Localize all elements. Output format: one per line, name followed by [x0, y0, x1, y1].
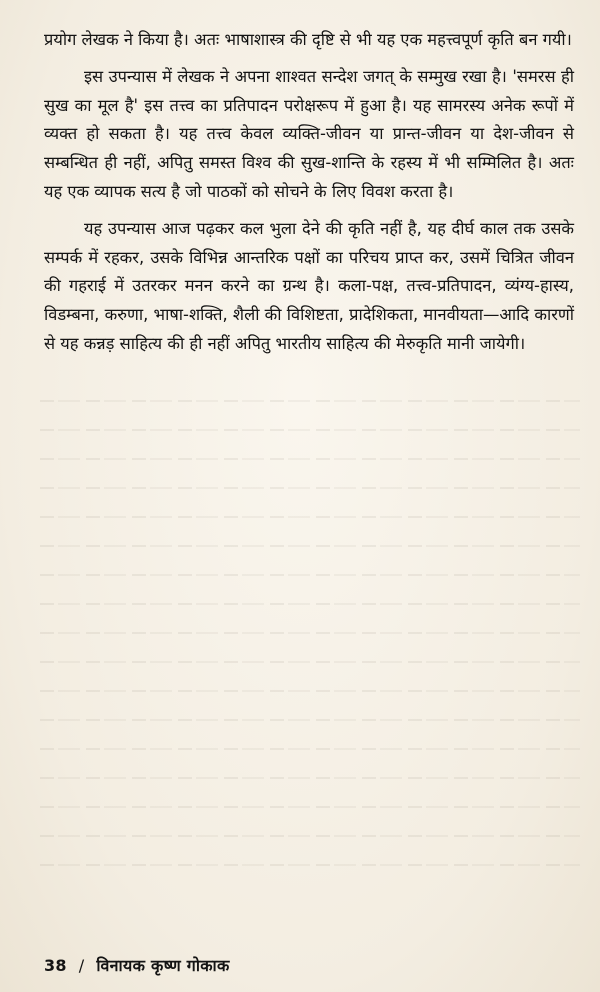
page-number: 38: [44, 956, 67, 975]
body-text: [44, 26, 574, 359]
reverse-side-bleed-through: [40, 400, 580, 920]
footer-separator: /: [78, 956, 85, 975]
paragraph-assessment: यह उपन्यास आज पढ़कर कल भुला देने की कृति नहीं है, यह दीर्घ काल तक उसके सम्पर्क में रहकर, उसके विभिन्न आन्तरिक पक्षों का परिचय प्राप्त कर, उसमें चित्रित जीवन की गहराई में उतरकर मनन करने का ग्रन्थ है। कला-पक्ष, तत्त्व-प्रतिपादन, व्यंग्य-हास्य, विडम्बना, करुणा, भाषा-शक्ति, शैली की विशिष्टता, प्रादेशिकता, मानवीयता—आदि कारणों से यह कन्नड़ साहित्य की ही नहीं अपितु भारतीय साहित्य की मेरुकृति मानी जायेगी।: [44, 218, 574, 353]
page-footer: [44, 954, 230, 976]
running-title: विनायक कृष्ण गोकाक: [96, 956, 230, 975]
paragraph-message: इस उपन्यास में लेखक ने अपना शाश्वत सन्देश जगत् के सम्मुख रखा है। 'समरस ही सुख का मूल है' इस तत्त्व का प्रतिपादन परोक्षरूप में हुआ है। यह सामरस्य अनेक रूपों में व्यक्त हो सकता है। यह तत्त्व केवल व्यक्ति-जीवन या प्रान्त-जीवन या देश-जीवन से सम्बन्धित ही नहीं, अपितु समस्त विश्व की सुख-शान्ति के रहस्य में भी सम्मिलित है। अतः यह एक व्यापक सत्य है जो पाठकों को सोचने के लिए विवश करता है।: [44, 66, 574, 201]
paragraph-continued: प्रयोग लेखक ने किया है। अतः भाषाशास्त्र की दृष्टि से भी यह एक महत्त्वपूर्ण कृति बन गयी।: [44, 30, 572, 49]
